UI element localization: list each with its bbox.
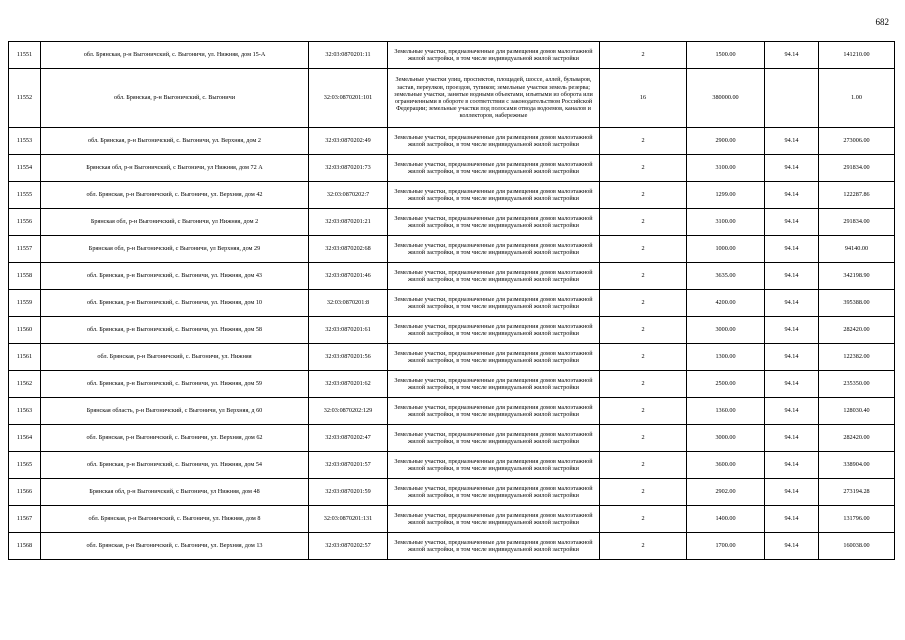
group-cell: 2 xyxy=(600,533,687,560)
land-use-cell: Земельные участки, предназначенные для размещения домов малоэтажной жилой застройки, в том числе индивидуальной жилой застройки xyxy=(388,128,600,155)
cadastral-value-cell: 235350.00 xyxy=(819,371,895,398)
group-cell: 16 xyxy=(600,69,687,128)
area-cell: 3100.00 xyxy=(687,209,765,236)
area-cell: 1500.00 xyxy=(687,42,765,69)
rate-cell xyxy=(765,69,819,128)
land-use-cell: Земельные участки, предназначенные для размещения домов малоэтажной жилой застройки, в том числе индивидуальной жилой застройки xyxy=(388,290,600,317)
cadastral-number-cell: 32:03:0870201:62 xyxy=(309,371,388,398)
cadastral-number-cell: 32:03:0870201:21 xyxy=(309,209,388,236)
address-cell: обл. Брянская, р-н Выгоничский, с. Выгоничи, ул. Верхняя, дом 13 xyxy=(41,533,309,560)
cadastral-value-cell: 291834.00 xyxy=(819,209,895,236)
group-cell: 2 xyxy=(600,182,687,209)
table-row xyxy=(9,236,895,263)
row-number-cell: 11553 xyxy=(9,128,41,155)
land-use-cell: Земельные участки, предназначенные для размещения домов малоэтажной жилой застройки, в том числе индивидуальной жилой застройки xyxy=(388,452,600,479)
area-cell: 2902.00 xyxy=(687,479,765,506)
cadastral-number-cell: 32:03:0870201:46 xyxy=(309,263,388,290)
row-number-cell: 11560 xyxy=(9,317,41,344)
cadastral-value-cell: 273194.28 xyxy=(819,479,895,506)
cadastral-number-cell: 32:03:0870201:61 xyxy=(309,317,388,344)
row-number-cell: 11567 xyxy=(9,506,41,533)
cadastral-value-cell: 131796.00 xyxy=(819,506,895,533)
table-row xyxy=(9,42,895,69)
rate-cell: 94.14 xyxy=(765,425,819,452)
table-row xyxy=(9,290,895,317)
land-use-cell: Земельные участки, предназначенные для размещения домов малоэтажной жилой застройки, в том числе индивидуальной жилой застройки xyxy=(388,209,600,236)
table-row xyxy=(9,344,895,371)
area-cell: 4200.00 xyxy=(687,290,765,317)
group-cell: 2 xyxy=(600,155,687,182)
cadastral-number-cell: 32:03:0870201:131 xyxy=(309,506,388,533)
address-cell: обл. Брянская, р-н Выгоничский, с. Выгоничи, ул. Верхняя, дом 42 xyxy=(41,182,309,209)
table-body xyxy=(9,42,895,560)
land-use-cell: Земельные участки улиц, проспектов, площадей, шоссе, аллей, бульваров, застав, переулков, проездов, тупиков; земельные участки земель резерва; земельные участки, занятые водными объектами, изъятыми из оборота или ограниченными в обороте в соответствии с законодательством Российской Федерации; земельные участки под полосами отвода водоемов, каналов и коллекторов, набережные xyxy=(388,69,600,128)
area-cell: 1000.00 xyxy=(687,236,765,263)
cadastral-value-cell: 291834.00 xyxy=(819,155,895,182)
table-row xyxy=(9,317,895,344)
table-row xyxy=(9,263,895,290)
area-cell: 2900.00 xyxy=(687,128,765,155)
cadastral-number-cell: 32:03:0870201:8 xyxy=(309,290,388,317)
address-cell: обл. Брянская, р-н Выгоничский, с. Выгоничи xyxy=(41,69,309,128)
cadastral-number-cell: 32:03:0870201:57 xyxy=(309,452,388,479)
row-number-cell: 11566 xyxy=(9,479,41,506)
rate-cell: 94.14 xyxy=(765,263,819,290)
address-cell: Брянская обл, р-н Выгоничский, с Выгоничи, ул Нижняя, дом 2 xyxy=(41,209,309,236)
area-cell: 380000.00 xyxy=(687,69,765,128)
table-row xyxy=(9,155,895,182)
cadastral-value-cell: 342198.90 xyxy=(819,263,895,290)
cadastral-value-cell: 338904.00 xyxy=(819,452,895,479)
rate-cell: 94.14 xyxy=(765,452,819,479)
rate-cell: 94.14 xyxy=(765,479,819,506)
address-cell: обл. Брянская, р-н Выгоничский, с. Выгоничи, ул. Верхняя, дом 2 xyxy=(41,128,309,155)
rate-cell: 94.14 xyxy=(765,236,819,263)
group-cell: 2 xyxy=(600,452,687,479)
cadastral-value-cell: 94140.00 xyxy=(819,236,895,263)
cadastral-number-cell: 32:03:0870201:101 xyxy=(309,69,388,128)
table-row xyxy=(9,452,895,479)
rate-cell: 94.14 xyxy=(765,209,819,236)
row-number-cell: 11554 xyxy=(9,155,41,182)
land-use-cell: Земельные участки, предназначенные для размещения домов малоэтажной жилой застройки, в том числе индивидуальной жилой застройки xyxy=(388,479,600,506)
group-cell: 2 xyxy=(600,398,687,425)
land-use-cell: Земельные участки, предназначенные для размещения домов малоэтажной жилой застройки, в том числе индивидуальной жилой застройки xyxy=(388,506,600,533)
land-use-cell: Земельные участки, предназначенные для размещения домов малоэтажной жилой застройки, в том числе индивидуальной жилой застройки xyxy=(388,155,600,182)
rate-cell: 94.14 xyxy=(765,128,819,155)
row-number-cell: 11568 xyxy=(9,533,41,560)
row-number-cell: 11557 xyxy=(9,236,41,263)
group-cell: 2 xyxy=(600,425,687,452)
address-cell: обл. Брянская, р-н Выгоничский, с. Выгоничи, ул. Нижняя, дом 43 xyxy=(41,263,309,290)
row-number-cell: 11551 xyxy=(9,42,41,69)
cadastral-number-cell: 32:03:0870201:11 xyxy=(309,42,388,69)
cadastral-value-cell: 1.00 xyxy=(819,69,895,128)
area-cell: 3100.00 xyxy=(687,155,765,182)
address-cell: Брянская обл, р-н Выгоничский, с Выгоничи, ул Нижняя, дом 48 xyxy=(41,479,309,506)
rate-cell: 94.14 xyxy=(765,533,819,560)
group-cell: 2 xyxy=(600,263,687,290)
group-cell: 2 xyxy=(600,290,687,317)
cadastral-value-cell: 122287.86 xyxy=(819,182,895,209)
cadastral-number-cell: 32:03:0870201:73 xyxy=(309,155,388,182)
table-row xyxy=(9,182,895,209)
address-cell: обл. Брянская, р-н Выгоничский, с. Выгоничи, ул. Нижняя, дом 59 xyxy=(41,371,309,398)
address-cell: обл. Брянская, р-н Выгоничский, с. Выгоничи, ул. Нижняя xyxy=(41,344,309,371)
table-row xyxy=(9,128,895,155)
area-cell: 3000.00 xyxy=(687,317,765,344)
cadastral-value-cell: 273006.00 xyxy=(819,128,895,155)
table-row xyxy=(9,533,895,560)
rate-cell: 94.14 xyxy=(765,182,819,209)
rate-cell: 94.14 xyxy=(765,317,819,344)
group-cell: 2 xyxy=(600,479,687,506)
row-number-cell: 11552 xyxy=(9,69,41,128)
cadastral-value-cell: 395388.00 xyxy=(819,290,895,317)
cadastral-number-cell: 32:03:0870201:59 xyxy=(309,479,388,506)
row-number-cell: 11561 xyxy=(9,344,41,371)
group-cell: 2 xyxy=(600,209,687,236)
group-cell: 2 xyxy=(600,506,687,533)
row-number-cell: 11564 xyxy=(9,425,41,452)
table-row xyxy=(9,371,895,398)
page-number: 682 xyxy=(875,17,889,27)
cadastral-value-cell: 282420.00 xyxy=(819,425,895,452)
land-use-cell: Земельные участки, предназначенные для размещения домов малоэтажной жилой застройки, в том числе индивидуальной жилой застройки xyxy=(388,317,600,344)
group-cell: 2 xyxy=(600,236,687,263)
group-cell: 2 xyxy=(600,128,687,155)
address-cell: обл. Брянская, р-н Выгоничский, с. Выгоничи, ул. Верхняя, дом 62 xyxy=(41,425,309,452)
cadastral-number-cell: 32:03:0870201:56 xyxy=(309,344,388,371)
cadastral-value-cell: 160038.00 xyxy=(819,533,895,560)
cadastral-value-cell: 128030.40 xyxy=(819,398,895,425)
area-cell: 1300.00 xyxy=(687,344,765,371)
land-use-cell: Земельные участки, предназначенные для размещения домов малоэтажной жилой застройки, в том числе индивидуальной жилой застройки xyxy=(388,182,600,209)
row-number-cell: 11565 xyxy=(9,452,41,479)
area-cell: 3600.00 xyxy=(687,452,765,479)
group-cell: 2 xyxy=(600,317,687,344)
row-number-cell: 11558 xyxy=(9,263,41,290)
cadastral-number-cell: 32:03:0870202:7 xyxy=(309,182,388,209)
address-cell: Брянская область, р-н Выгоничский, с Выгоничи, ул Верхняя, д 60 xyxy=(41,398,309,425)
table-row xyxy=(9,479,895,506)
rate-cell: 94.14 xyxy=(765,344,819,371)
cadastral-number-cell: 32:03:0870202:49 xyxy=(309,128,388,155)
area-cell: 2500.00 xyxy=(687,371,765,398)
table-row xyxy=(9,209,895,236)
rate-cell: 94.14 xyxy=(765,155,819,182)
rate-cell: 94.14 xyxy=(765,42,819,69)
area-cell: 1299.00 xyxy=(687,182,765,209)
area-cell: 1700.00 xyxy=(687,533,765,560)
row-number-cell: 11563 xyxy=(9,398,41,425)
group-cell: 2 xyxy=(600,42,687,69)
row-number-cell: 11559 xyxy=(9,290,41,317)
land-use-cell: Земельные участки, предназначенные для размещения домов малоэтажной жилой застройки, в том числе индивидуальной жилой застройки xyxy=(388,344,600,371)
address-cell: обл. Брянская, р-н Выгоничский, с. Выгоничи, ул. Нижняя, дом 54 xyxy=(41,452,309,479)
address-cell: обл. Брянская, р-н Выгоничский, с. Выгоничи, ул. Нижняя, дом 10 xyxy=(41,290,309,317)
area-cell: 3635.00 xyxy=(687,263,765,290)
area-cell: 1400.00 xyxy=(687,506,765,533)
cadastral-number-cell: 32:03:0870202:68 xyxy=(309,236,388,263)
cadastral-value-cell: 282420.00 xyxy=(819,317,895,344)
table-row xyxy=(9,425,895,452)
cadastral-value-table xyxy=(8,41,895,560)
rate-cell: 94.14 xyxy=(765,371,819,398)
cadastral-value-cell: 141210.00 xyxy=(819,42,895,69)
table-row xyxy=(9,506,895,533)
row-number-cell: 11556 xyxy=(9,209,41,236)
land-use-cell: Земельные участки, предназначенные для размещения домов малоэтажной жилой застройки, в том числе индивидуальной жилой застройки xyxy=(388,533,600,560)
table-row xyxy=(9,398,895,425)
land-use-cell: Земельные участки, предназначенные для размещения домов малоэтажной жилой застройки, в том числе индивидуальной жилой застройки xyxy=(388,398,600,425)
address-cell: обл. Брянская, р-н Выгоничский, с. Выгоничи, ул. Нижняя, дом 58 xyxy=(41,317,309,344)
address-cell: Брянская обл, р-н Выгоничский, с Выгоничи, ул Нижняя, дом 72 А xyxy=(41,155,309,182)
group-cell: 2 xyxy=(600,344,687,371)
row-number-cell: 11555 xyxy=(9,182,41,209)
land-use-cell: Земельные участки, предназначенные для размещения домов малоэтажной жилой застройки, в том числе индивидуальной жилой застройки xyxy=(388,371,600,398)
land-use-cell: Земельные участки, предназначенные для размещения домов малоэтажной жилой застройки, в том числе индивидуальной жилой застройки xyxy=(388,236,600,263)
land-use-cell: Земельные участки, предназначенные для размещения домов малоэтажной жилой застройки, в том числе индивидуальной жилой застройки xyxy=(388,263,600,290)
rate-cell: 94.14 xyxy=(765,290,819,317)
area-cell: 1360.00 xyxy=(687,398,765,425)
table-row xyxy=(9,69,895,128)
row-number-cell: 11562 xyxy=(9,371,41,398)
cadastral-number-cell: 32:03:0870202:129 xyxy=(309,398,388,425)
land-use-cell: Земельные участки, предназначенные для размещения домов малоэтажной жилой застройки, в том числе индивидуальной жилой застройки xyxy=(388,425,600,452)
address-cell: Брянская обл, р-н Выгоничский, с Выгоничи, ул Верхняя, дом 29 xyxy=(41,236,309,263)
cadastral-number-cell: 32:03:0870202:47 xyxy=(309,425,388,452)
cadastral-value-cell: 122382.00 xyxy=(819,344,895,371)
address-cell: обл. Брянская, р-н Выгоничский, с. Выгоничи, ул. Нижняя, дом 8 xyxy=(41,506,309,533)
land-use-cell: Земельные участки, предназначенные для размещения домов малоэтажной жилой застройки, в том числе индивидуальной жилой застройки xyxy=(388,42,600,69)
rate-cell: 94.14 xyxy=(765,398,819,425)
group-cell: 2 xyxy=(600,371,687,398)
cadastral-number-cell: 32:03:0870202:57 xyxy=(309,533,388,560)
rate-cell: 94.14 xyxy=(765,506,819,533)
address-cell: обл. Брянская, р-н Выгоничский, с. Выгоничи, ул. Нижняя, дом 15-А xyxy=(41,42,309,69)
area-cell: 3000.00 xyxy=(687,425,765,452)
